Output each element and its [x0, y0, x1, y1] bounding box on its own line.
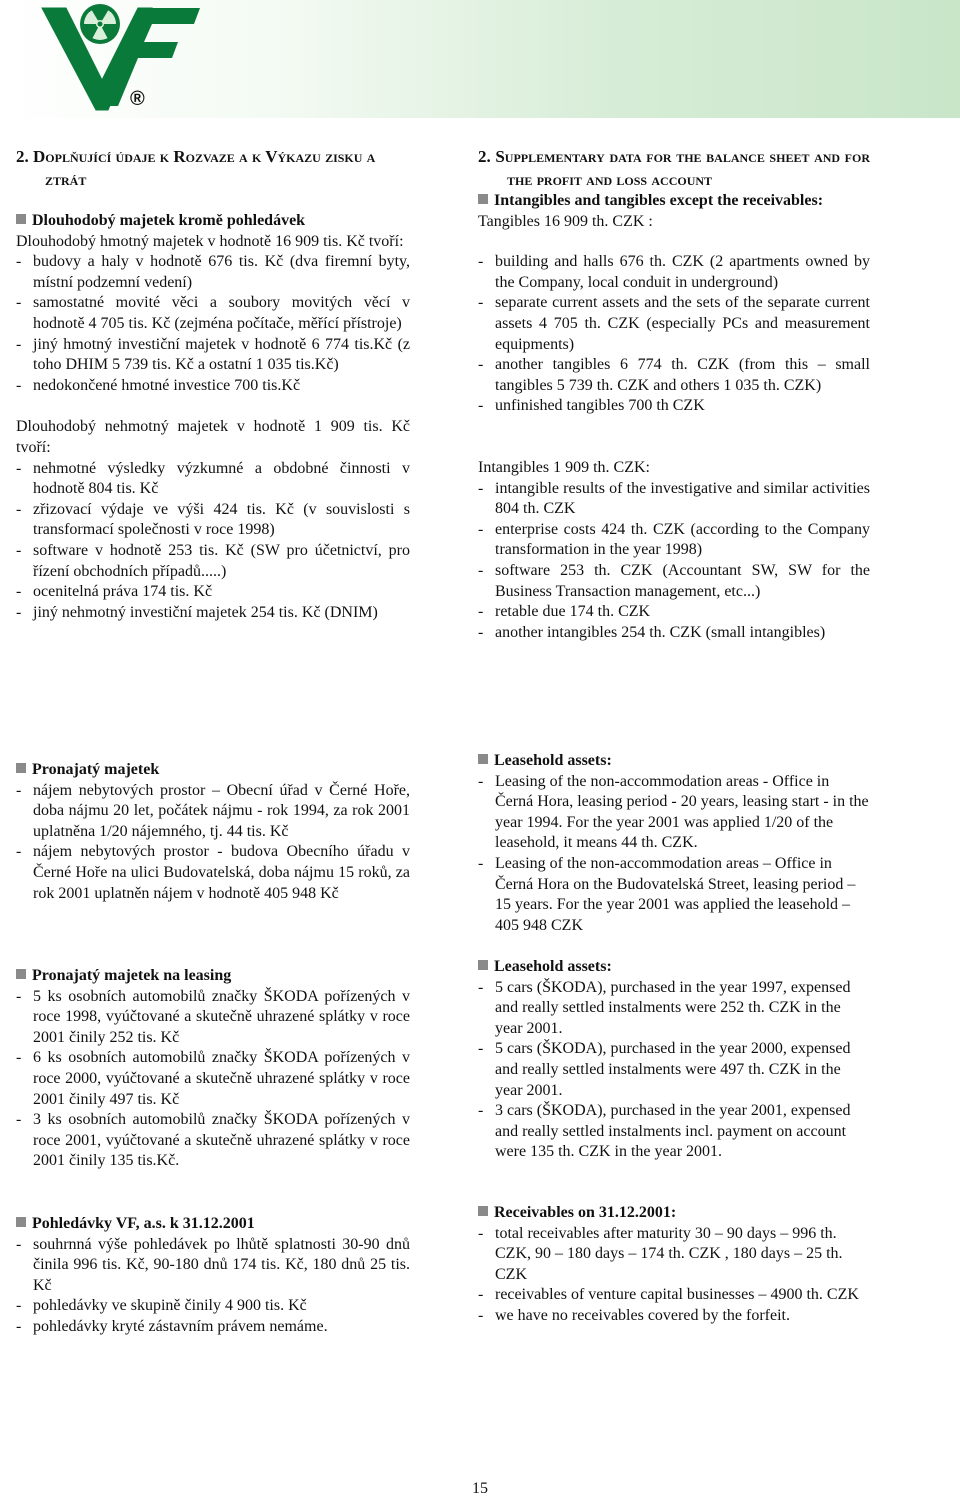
- header-banner: [0, 0, 960, 118]
- left-leased-block: [16, 760, 410, 904]
- list-item: - intangible results of the investigative and similar activities 804 th. CZK: [478, 479, 870, 520]
- list-item: - zřizovací výdaje ve výši 424 tis. Kč (v souvislosti s transformací společnosti v roce 1998): [16, 500, 410, 541]
- list-item: - separate current assets and the sets of the separate current assets 4 705 th. CZK (especially PCs and measurement equipments): [478, 293, 870, 355]
- list-item: - 5 cars (ŠKODA), purchased in the year 1997, expensed and really settled instalments were 252 th. CZK in the year 2001.: [478, 978, 870, 1040]
- list-item: - receivables of venture capital businesses – 4900 th. CZK: [478, 1285, 870, 1306]
- bullet-square-icon: [478, 960, 488, 970]
- paragraph: Intangibles 1 909 th. CZK:: [478, 458, 650, 476]
- paragraph: Tangibles 16 909 th. CZK :: [478, 212, 653, 230]
- list-item: - nájem nebytových prostor – Obecní úřad v Černé Hoře, doba nájmu 20 let, počátek nájmu - rok 1994, za rok 2001 uplatněna 1/20 nájemného, tj. 44 tis. Kč: [16, 781, 410, 843]
- bullet-square-icon: [16, 214, 26, 224]
- bullet-square-icon: [16, 1217, 26, 1227]
- list-item: - building and halls 676 th. CZK (2 apartments owned by the Company, local conduit in underground): [478, 252, 870, 293]
- left-receivables-block: [16, 1214, 410, 1338]
- left-column: [16, 146, 410, 623]
- list-item: - budovy a haly v hodnotě 676 tis. Kč (dva firemní byty, místní podzemní vedení): [16, 252, 410, 293]
- list-item: - nehmotné výsledky výzkumné a obdobné činnosti v hodnotě 804 tis. Kč: [16, 459, 410, 500]
- block-heading: Dlouhodobý majetek kromě pohledávek: [16, 211, 410, 232]
- block-heading: Receivables on 31.12.2001:: [478, 1203, 870, 1224]
- right-leasehold-block: [478, 751, 870, 936]
- list-item: - pohledávky kryté zástavním právem nemáme.: [16, 1317, 410, 1338]
- radiation-symbol-icon: [80, 4, 120, 44]
- list-item: - 5 ks osobních automobilů značky ŠKODA pořízených v roce 1998, vyúčtované a skutečně uhrazené splátky v roce 2001 činily 252 tis. Kč: [16, 987, 410, 1049]
- list-item: - jiný hmotný investiční majetek v hodnotě 6 774 tis.Kč (z toho DHIM 5 739 tis. Kč a ostatní 1 035 tis.Kč): [16, 335, 410, 376]
- bullet-square-icon: [16, 969, 26, 979]
- list-item: - 6 ks osobních automobilů značky ŠKODA pořízených v roce 2000, vyúčtované a skutečně uhrazené splátky v roce 2001 činily 497 tis. Kč: [16, 1048, 410, 1110]
- right-receivables-block: [478, 1203, 870, 1327]
- list-item: - jiný nehmotný investiční majetek 254 tis. Kč (DNIM): [16, 603, 410, 624]
- list-item: - retable due 174 th. CZK: [478, 602, 870, 623]
- list-item: - Leasing of the non-accommodation areas - Office in Černá Hora, leasing period - 20 years, leasing start - in the year 1994. For the year 2001 was applied 1/20 of the leasehold, it means 44 th. CZK.: [478, 772, 870, 854]
- block-heading: Leasehold assets:: [478, 751, 870, 772]
- list-item: - souhrnná výše pohledávek po lhůtě splatnosti 30-90 dnů činila 996 tis. Kč, 90-180 dnů 174 tis. Kč, 180 dnů 25 tis. Kč: [16, 1235, 410, 1297]
- right-column: [478, 146, 870, 643]
- list-item: - total receivables after maturity 30 – 90 days – 996 th. CZK, 90 – 180 days – 174 th. CZK , 180 days – 25 th. CZK: [478, 1224, 870, 1286]
- bullet-square-icon: [478, 754, 488, 764]
- block-heading: Pohledávky VF, a.s. k 31.12.2001: [16, 1214, 410, 1235]
- list-item: - unfinished tangibles 700 th CZK: [478, 396, 870, 417]
- list-item: - ocenitelná práva 174 tis. Kč: [16, 582, 410, 603]
- list-item: - Leasing of the non-accommodation areas – Office in Černá Hora on the Budovatelská Street, leasing period – 15 years. For the year 2001 was applied the leasehold – 405 948 CZK: [478, 854, 870, 936]
- list-item: - 3 ks osobních automobilů značky ŠKODA pořízených v roce 2001, vyúčtované a skutečně uhrazené splátky v roce 2001 činily 135 tis.Kč.: [16, 1110, 410, 1172]
- list-item: - software 253 th. CZK (Accountant SW, SW for the Business Transaction management, etc...): [478, 561, 870, 602]
- page-number: 15: [472, 1480, 488, 1497]
- right-leasehold-cars-block: [478, 957, 870, 1163]
- list-item: - nájem nebytových prostor - budova Obecního úřadu v Černé Hoře na ulici Budovatelská, doba nájmu 15 roků, za rok 2001 uplatněn nájem v hodnotě 405 948 Kč: [16, 842, 410, 904]
- list-item: - another tangibles 6 774 th. CZK (from this – small tangibles 5 739 th. CZK and others 1 035 th. CZK): [478, 355, 870, 396]
- list-item: - nedokončené hmotné investice 700 tis.Kč: [16, 376, 410, 397]
- list-item: - another intangibles 254 th. CZK (small intangibles): [478, 623, 870, 644]
- list-item: - pohledávky ve skupině činily 4 900 tis. Kč: [16, 1296, 410, 1317]
- section-title-en: 2. Supplementary data for the balance sheet and for the profit and loss account: [478, 147, 870, 189]
- list-item: - 3 cars (ŠKODA), purchased in the year 2001, expensed and really settled instalments incl. payment on account were 135 th. CZK in the year 2001.: [478, 1101, 870, 1163]
- list-item: - enterprise costs 424 th. CZK (according to the Company transformation in the year 1998): [478, 520, 870, 561]
- bullet-square-icon: [16, 763, 26, 773]
- section-title-cz: 2. Doplňující údaje k Rozvaze a k Výkazu zisku a ztrát: [16, 147, 376, 189]
- left-leasing-block: [16, 966, 410, 1172]
- bullet-square-icon: [478, 1206, 488, 1216]
- list-item: - software v hodnotě 253 tis. Kč (SW pro účetnictví, pro řízení obchodních případů.....): [16, 541, 410, 582]
- company-logo: [40, 2, 210, 114]
- block-heading: Pronajatý majetek: [16, 760, 410, 781]
- paragraph: Dlouhodobý hmotný majetek v hodnotě 16 909 tis. Kč tvoří:: [16, 232, 404, 250]
- block-heading: Leasehold assets:: [478, 957, 870, 978]
- list-item: - samostatné movité věci a soubory movitých věcí v hodnotě 4 705 tis. Kč (zejména počítače, měřící přístroje): [16, 293, 410, 334]
- bullet-square-icon: [478, 194, 488, 204]
- block-heading: Pronajatý majetek na leasing: [16, 966, 410, 987]
- paragraph: Dlouhodobý nehmotný majetek v hodnotě 1 909 tis. Kč tvoří:: [16, 418, 410, 456]
- list-item: - we have no receivables covered by the forfeit.: [478, 1306, 870, 1327]
- list-item: - 5 cars (ŠKODA), purchased in the year 2000, expensed and really settled instalments were 497 th. CZK in the year 2001.: [478, 1039, 870, 1101]
- registered-mark: ®: [130, 88, 145, 110]
- block-heading: Intangibles and tangibles except the receivables:: [478, 191, 870, 212]
